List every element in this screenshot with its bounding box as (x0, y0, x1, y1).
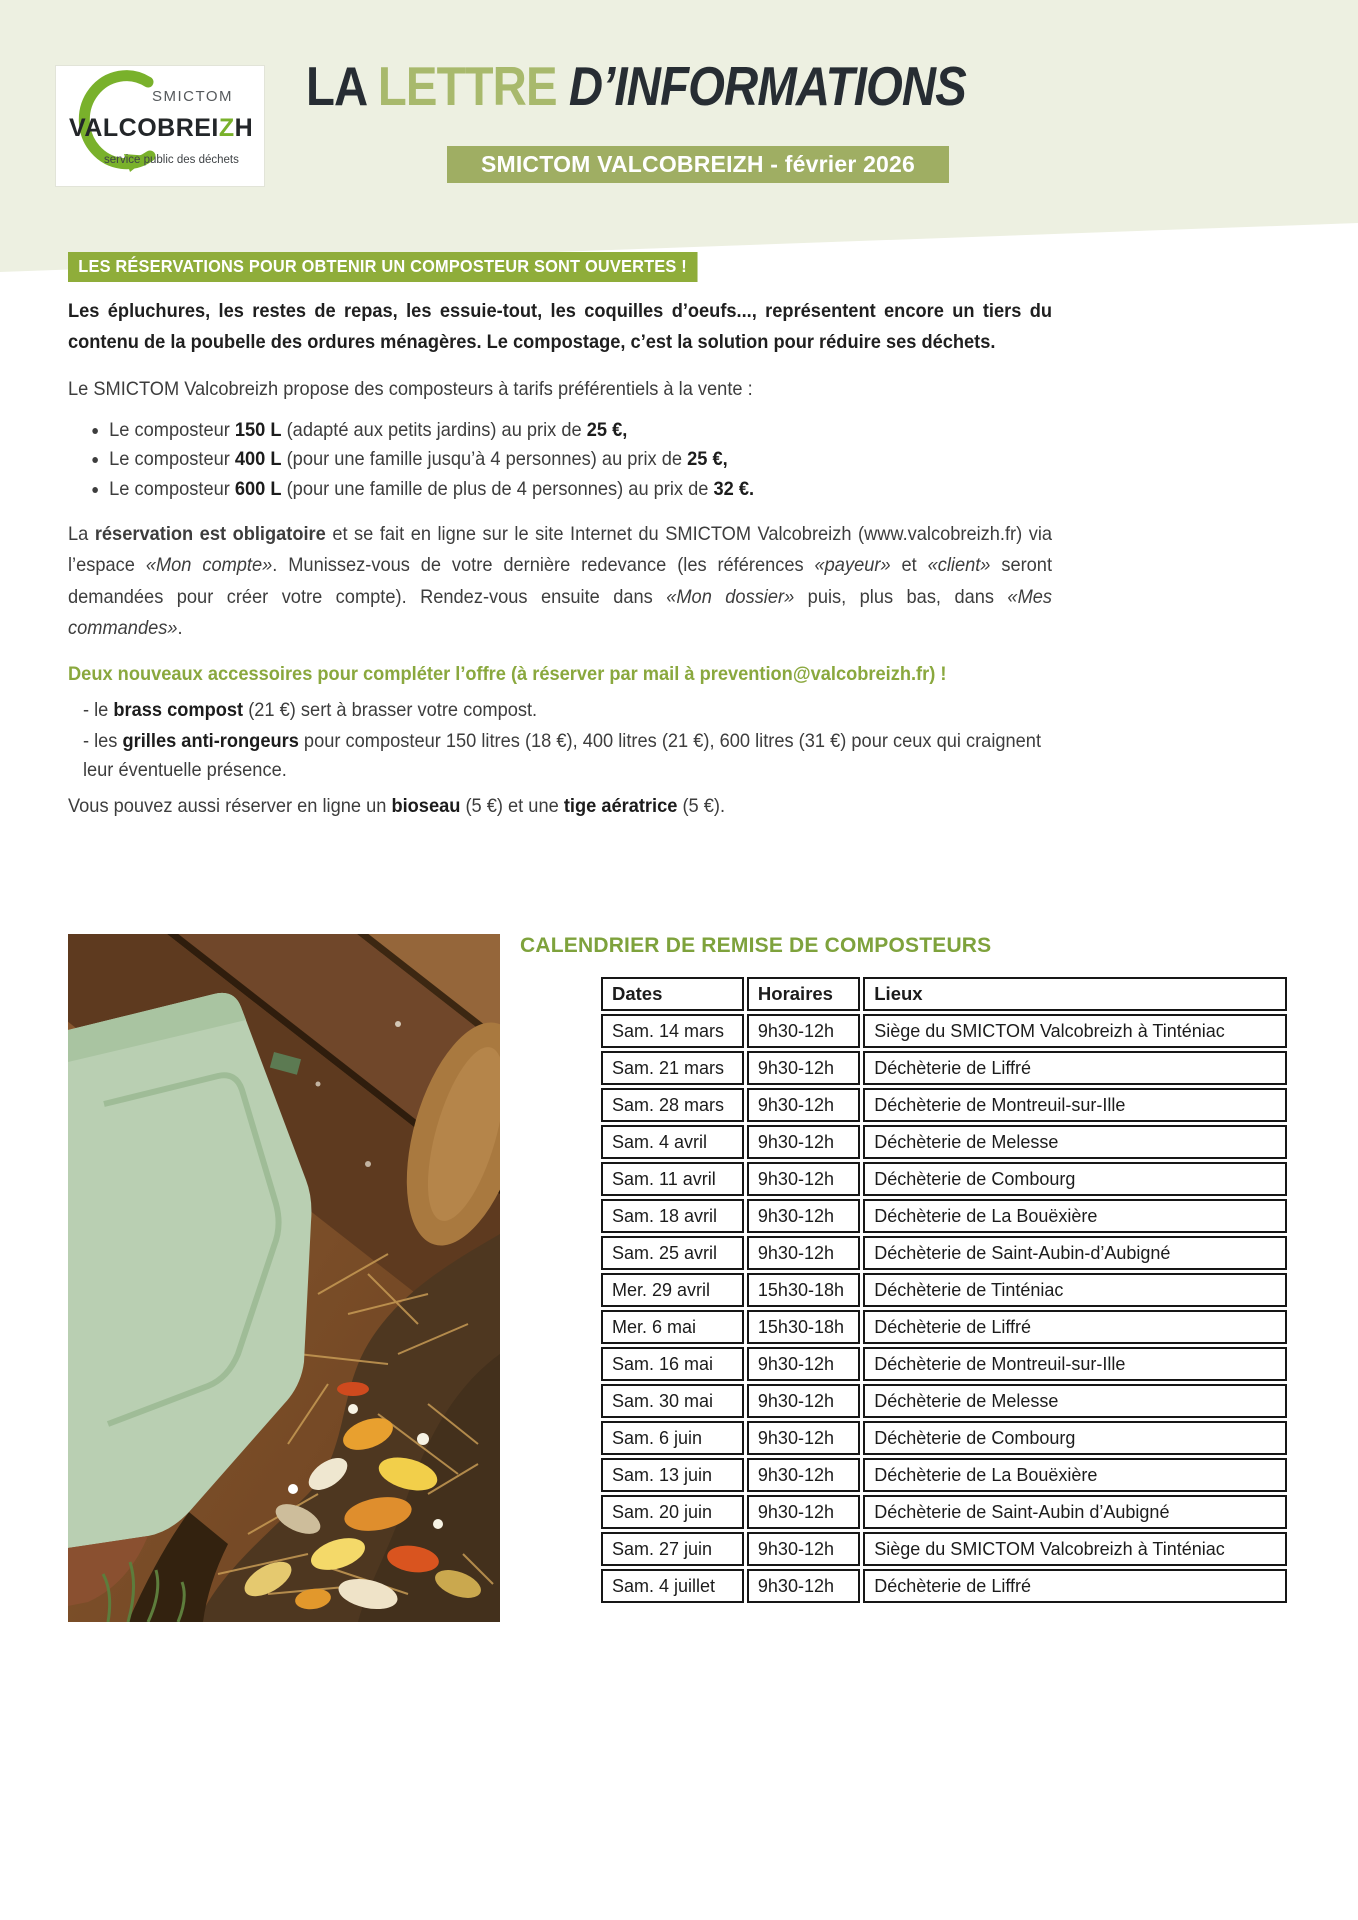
table-cell-place: Déchèterie de Melesse (863, 1125, 1287, 1159)
table-cell-time: 9h30-12h (747, 1458, 860, 1492)
table-cell-date: Sam. 11 avril (601, 1162, 744, 1196)
table-cell-date: Sam. 25 avril (601, 1236, 744, 1270)
res-text: La (68, 522, 95, 545)
table-row (601, 1495, 1287, 1529)
table-cell-date: Sam. 16 mai (601, 1347, 744, 1381)
table-cell-time: 9h30-12h (747, 1051, 860, 1085)
bullet-text: (pour une famille jusqu’à 4 personnes) au prix de (281, 448, 688, 471)
calendar-column (520, 930, 1290, 1606)
table-row (601, 1014, 1287, 1048)
composter-price-list (68, 416, 1052, 505)
dash-text: - le (82, 699, 114, 721)
table-cell-time: 15h30-18h (747, 1273, 860, 1307)
table-cell-date: Sam. 18 avril (601, 1199, 744, 1233)
photo-calendar-section (68, 930, 1290, 1630)
res-text: et se fait en ligne sur le site Internet du SMICTOM Valcobreizh (www.valcobreizh.fr) via l’espace (68, 522, 1053, 577)
table-row (601, 1384, 1287, 1418)
table-cell-time: 9h30-12h (747, 1162, 860, 1196)
table-row (601, 1273, 1287, 1307)
table-row (601, 1125, 1287, 1159)
calendar-table-body (601, 1014, 1287, 1603)
closing-text: (5 €). (677, 794, 726, 817)
table-cell-place: Déchèterie de La Bouëxière (863, 1199, 1287, 1233)
logo-smictom-text: SMICTOM (152, 88, 234, 105)
table-cell-time: 9h30-12h (747, 1495, 860, 1529)
res-text: . (177, 617, 183, 640)
reservation-paragraph (68, 519, 1052, 645)
smictom-logo (56, 66, 264, 186)
res-text: puis, plus bas, dans (794, 585, 1008, 608)
table-cell-time: 9h30-12h (747, 1125, 860, 1159)
accessory-grilles (68, 727, 1052, 784)
table-cell-time: 9h30-12h (747, 1088, 860, 1122)
column-header-horaires: Horaires (747, 977, 860, 1011)
table-cell-place: Déchèterie de Saint-Aubin d’Aubigné (863, 1495, 1287, 1529)
article-body (68, 252, 1052, 821)
intro-paragraph: Les épluchures, les restes de repas, les essuie-tout, les coquilles d’oeufs..., représentent encore un tiers du contenu de la poubelle des ordures ménagères. Le compostage, c’est la solution pour réduire ses déchets. (68, 300, 1053, 353)
logo-name-part2: H (234, 114, 254, 142)
title-lettre: LETTRE (377, 55, 569, 117)
closing-text: (5 €) et une (460, 794, 564, 817)
res-quote: «payeur» (814, 554, 891, 577)
bullet-text: Le composteur (109, 478, 235, 501)
page-title (306, 54, 966, 118)
table-cell-place: Déchèterie de Montreuil-sur-Ille (863, 1088, 1287, 1122)
bullet-size: 150 L (234, 418, 282, 441)
table-cell-date: Sam. 28 mars (601, 1088, 744, 1122)
table-cell-time: 9h30-12h (747, 1569, 860, 1603)
logo-name-z: Z (218, 114, 235, 142)
table-cell-date: Sam. 20 juin (601, 1495, 744, 1529)
table-cell-place: Déchèterie de Tinténiac (863, 1273, 1287, 1307)
table-cell-place: Déchèterie de Montreuil-sur-Ille (863, 1347, 1287, 1381)
logo-name (69, 114, 253, 143)
table-cell-place: Déchèterie de Liffré (863, 1569, 1287, 1603)
issue-banner: SMICTOM VALCOBREIZH - février 2026 (447, 146, 949, 183)
table-row (601, 1347, 1287, 1381)
logo-name-part1: VALCOBREI (69, 114, 219, 142)
table-row (601, 1162, 1287, 1196)
table-cell-place: Déchèterie de Melesse (863, 1384, 1287, 1418)
table-cell-place: Siège du SMICTOM Valcobreizh à Tinténiac (863, 1532, 1287, 1566)
table-cell-place: Déchèterie de Combourg (863, 1162, 1287, 1196)
table-row (601, 1458, 1287, 1492)
dash-text: (21 €) sert à brasser votre compost. (243, 699, 538, 721)
table-cell-date: Sam. 14 mars (601, 1014, 744, 1048)
calendar-table-head (601, 977, 1287, 1011)
list-item (109, 475, 1052, 505)
table-cell-date: Sam. 4 juillet (601, 1569, 744, 1603)
table-header-row (601, 977, 1287, 1011)
table-cell-time: 9h30-12h (747, 1532, 860, 1566)
table-cell-time: 9h30-12h (747, 1014, 860, 1048)
bullet-text: (adapté aux petits jardins) au prix de (281, 418, 587, 441)
table-cell-date: Sam. 13 juin (601, 1458, 744, 1492)
table-cell-time: 9h30-12h (747, 1384, 860, 1418)
table-cell-place: Siège du SMICTOM Valcobreizh à Tinténiac (863, 1014, 1287, 1048)
list-item (109, 445, 1052, 475)
dash-text: pour composteur 150 litres (18 €), 400 litres (21 €), 600 litres (31 €) pour ceux qui craignent leur éventuelle présence. (82, 730, 1042, 781)
res-quote: «Mon dossier» (666, 585, 795, 608)
table-cell-date: Sam. 30 mai (601, 1384, 744, 1418)
res-text: seront demandées pour créer votre compte). Rendez-vous ensuite dans (68, 554, 1053, 608)
column-header-lieux: Lieux (863, 977, 1287, 1011)
table-cell-date: Sam. 27 juin (601, 1532, 744, 1566)
table-cell-date: Mer. 29 avril (601, 1273, 744, 1307)
dash-text: - les (82, 730, 123, 753)
section-badge: LES RÉSERVATIONS POUR OBTENIR UN COMPOSTEUR SONT OUVERTES ! (68, 252, 697, 282)
calendar-heading: CALENDRIER DE REMISE DE COMPOSTEURS (520, 934, 992, 957)
table-cell-date: Sam. 6 juin (601, 1421, 744, 1455)
table-row (601, 1199, 1287, 1233)
table-cell-place: Déchèterie de Combourg (863, 1421, 1287, 1455)
table-row (601, 1532, 1287, 1566)
bullet-text: (pour une famille de plus de 4 personnes) au prix de (281, 478, 714, 501)
table-cell-date: Sam. 4 avril (601, 1125, 744, 1159)
table-cell-place: Déchèterie de Saint-Aubin-d’Aubigné (863, 1236, 1287, 1270)
bullet-price: 32 €. (713, 478, 755, 501)
table-cell-place: Déchèterie de Liffré (863, 1051, 1287, 1085)
table-row (601, 1569, 1287, 1603)
closing-bold: bioseau (391, 794, 461, 817)
bullet-size: 400 L (234, 448, 282, 471)
table-row (601, 1088, 1287, 1122)
accessory-name: brass compost (113, 699, 244, 721)
accessories-heading: Deux nouveaux accessoires pour compléter l’offre (à réserver par mail à prevention@valcobreizh.fr) ! (68, 663, 947, 685)
table-row (601, 1051, 1287, 1085)
table-cell-time: 9h30-12h (747, 1236, 860, 1270)
table-row (601, 1236, 1287, 1270)
closing-paragraph (68, 792, 1052, 821)
table-cell-date: Mer. 6 mai (601, 1310, 744, 1344)
table-cell-time: 9h30-12h (747, 1421, 860, 1455)
title-informations: D’INFORMATIONS (568, 55, 966, 117)
accessory-name: grilles anti-rongeurs (122, 730, 299, 753)
res-text: . Munissez-vous de votre dernière redevance (les références (272, 554, 815, 577)
res-quote: «client» (927, 554, 991, 577)
bullet-price: 25 €, (687, 448, 728, 471)
res-bold: réservation est obligatoire (94, 522, 326, 545)
bullet-size: 600 L (234, 478, 282, 501)
closing-bold: tige aératrice (563, 794, 678, 817)
bullet-text: Le composteur (109, 418, 235, 441)
accessory-brass-compost (68, 696, 1052, 724)
table-cell-date: Sam. 21 mars (601, 1051, 744, 1085)
res-quote: «Mon compte» (145, 554, 273, 577)
column-header-dates: Dates (601, 977, 744, 1011)
table-cell-place: Déchèterie de La Bouëxière (863, 1458, 1287, 1492)
compost-photo (68, 934, 500, 1622)
bullet-text: Le composteur (109, 448, 235, 471)
offer-intro-paragraph: Le SMICTOM Valcobreizh propose des composteurs à tarifs préférentiels à la vente : (68, 377, 753, 400)
table-row (601, 1310, 1287, 1344)
table-cell-time: 9h30-12h (747, 1199, 860, 1233)
table-cell-place: Déchèterie de Liffré (863, 1310, 1287, 1344)
res-text: et (890, 554, 928, 577)
list-item (109, 416, 1052, 446)
closing-text: Vous pouvez aussi réserver en ligne un (68, 794, 392, 817)
table-cell-time: 15h30-18h (747, 1310, 860, 1344)
bullet-price: 25 €, (586, 418, 628, 441)
logo-tagline: service public des déchets (104, 154, 239, 166)
title-la: LA (306, 55, 378, 117)
res-quote: «Mes commandes» (68, 585, 1053, 640)
table-cell-time: 9h30-12h (747, 1347, 860, 1381)
table-row (601, 1421, 1287, 1455)
calendar-table (598, 974, 1290, 1606)
